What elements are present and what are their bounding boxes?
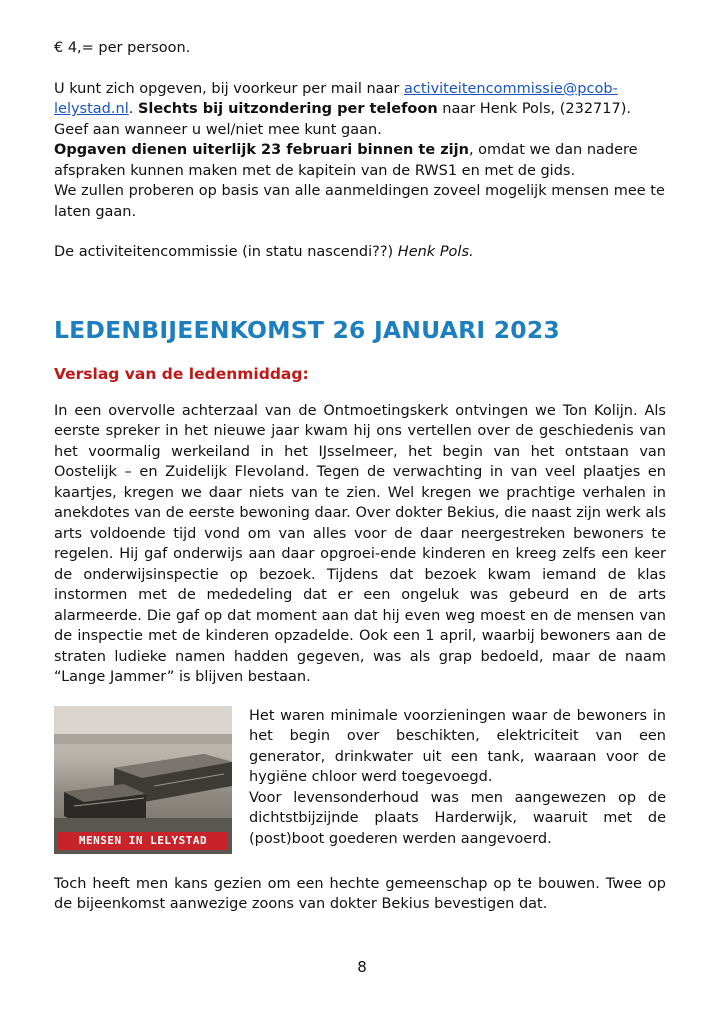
section-subheading: Verslag van de ledenmiddag: bbox=[54, 364, 309, 383]
signup-punct: . bbox=[128, 101, 138, 117]
report-paragraph: In een overvolle achterzaal van de Ontmoetingskerk ontvingen we Ton Kolijn. Als eerste spreker in het nieuwe jaar kwam hij ons vertellen over de geschiedenis van het voormalig werkeiland in het IJsselmeer, het begin van het ontstaan van Oostelijk – en Zuidelijk Flevoland. Tegen de verwachting in van veel plaatjes en kaartjes, kregen we daar niets van te zien. Wel kregen we prachtige verhalen in anekdotes van de eerste bewoning daar. Over dokter Bekius, die naast zijn werk als arts voldoende tijd vond om van alles voor de daar neergestreken bewoners te regelen. Hij gaf onderwijs aan daar opgroei-ende kinderen en kreeg zelfs een keer de onderwijsinspectie op bezoek. Tijdens dat bezoek kwam iemand de klas instormen met de mededeling dat er een ongeluk was gebeurd en de arts alarmeerde. Die gaf op dat moment aan dat hij even weg moest en de mensen van de inspectie met de kinderen opzadelde. Ook een 1 april, waarbij bewoners aan de straten ludieke namen hadden gegeven, was als grap bedoeld, maar de naam “Lange Jammer” is blijven bestaan. bbox=[54, 402, 666, 685]
image-text-row bbox=[54, 706, 666, 854]
section-heading: LEDENBIJEENKOMST 26 JANUARI 2023 bbox=[54, 315, 560, 344]
deadline-paragraph bbox=[54, 140, 666, 181]
photo-banner: MENSEN IN LELYSTAD bbox=[58, 832, 228, 850]
signature-line bbox=[54, 242, 666, 263]
price-line: € 4,= per persoon. bbox=[54, 40, 191, 56]
signup-text-rest: naar Henk Pols, (232717). Geef aan wanneer u wel/niet mee kunt gaan. bbox=[54, 101, 631, 138]
deadline-rest: , omdat we dan nadere afspraken kunnen maken met de kapitein van de RWS1 en met de gids. bbox=[54, 142, 638, 179]
signature-name: Henk Pols. bbox=[397, 244, 474, 260]
closing-paragraph: Toch heeft men kans gezien om een hechte gemeenschap op te bouwen. Twee op de bijeenkomst aanwezige zoons van dokter Bekius bevestigen dat. bbox=[54, 875, 666, 912]
side-text bbox=[249, 706, 666, 854]
email-link[interactable]: activiteitencommissie@pcob-lelystad.nl bbox=[54, 80, 618, 117]
page-number: 8 bbox=[357, 958, 367, 976]
side-paragraph-1: Het waren minimale voorzieningen waar de bewoners in het begin over beschikten, elektriciteit van een generator, drinkwater uit een tank, waaraan voor de hygiëne chloor werd toegevoegd. bbox=[249, 707, 666, 785]
signature-text: De activiteitencommissie (in statu nascendi??) bbox=[54, 244, 398, 260]
deadline-bold: Opgaven dienen uiterlijk 23 februari binnen te zijn bbox=[54, 142, 469, 158]
signup-paragraph bbox=[54, 79, 666, 141]
signup-text: U kunt zich opgeven, bij voorkeur per mail naar bbox=[54, 80, 404, 97]
side-paragraph-2: Voor levensonderhoud was men aangewezen op de dichtstbijzijnde plaats Harderwijk, waaruit met de (post)boot goederen werden aangevoerd. bbox=[249, 789, 666, 847]
attempt-paragraph: We zullen proberen op basis van alle aanmeldingen zoveel mogelijk mensen mee te laten gaan. bbox=[54, 183, 665, 220]
phone-exception-bold: Slechts bij uitzondering per telefoon bbox=[137, 101, 438, 117]
historical-photo bbox=[54, 706, 232, 854]
page-content bbox=[54, 38, 666, 915]
